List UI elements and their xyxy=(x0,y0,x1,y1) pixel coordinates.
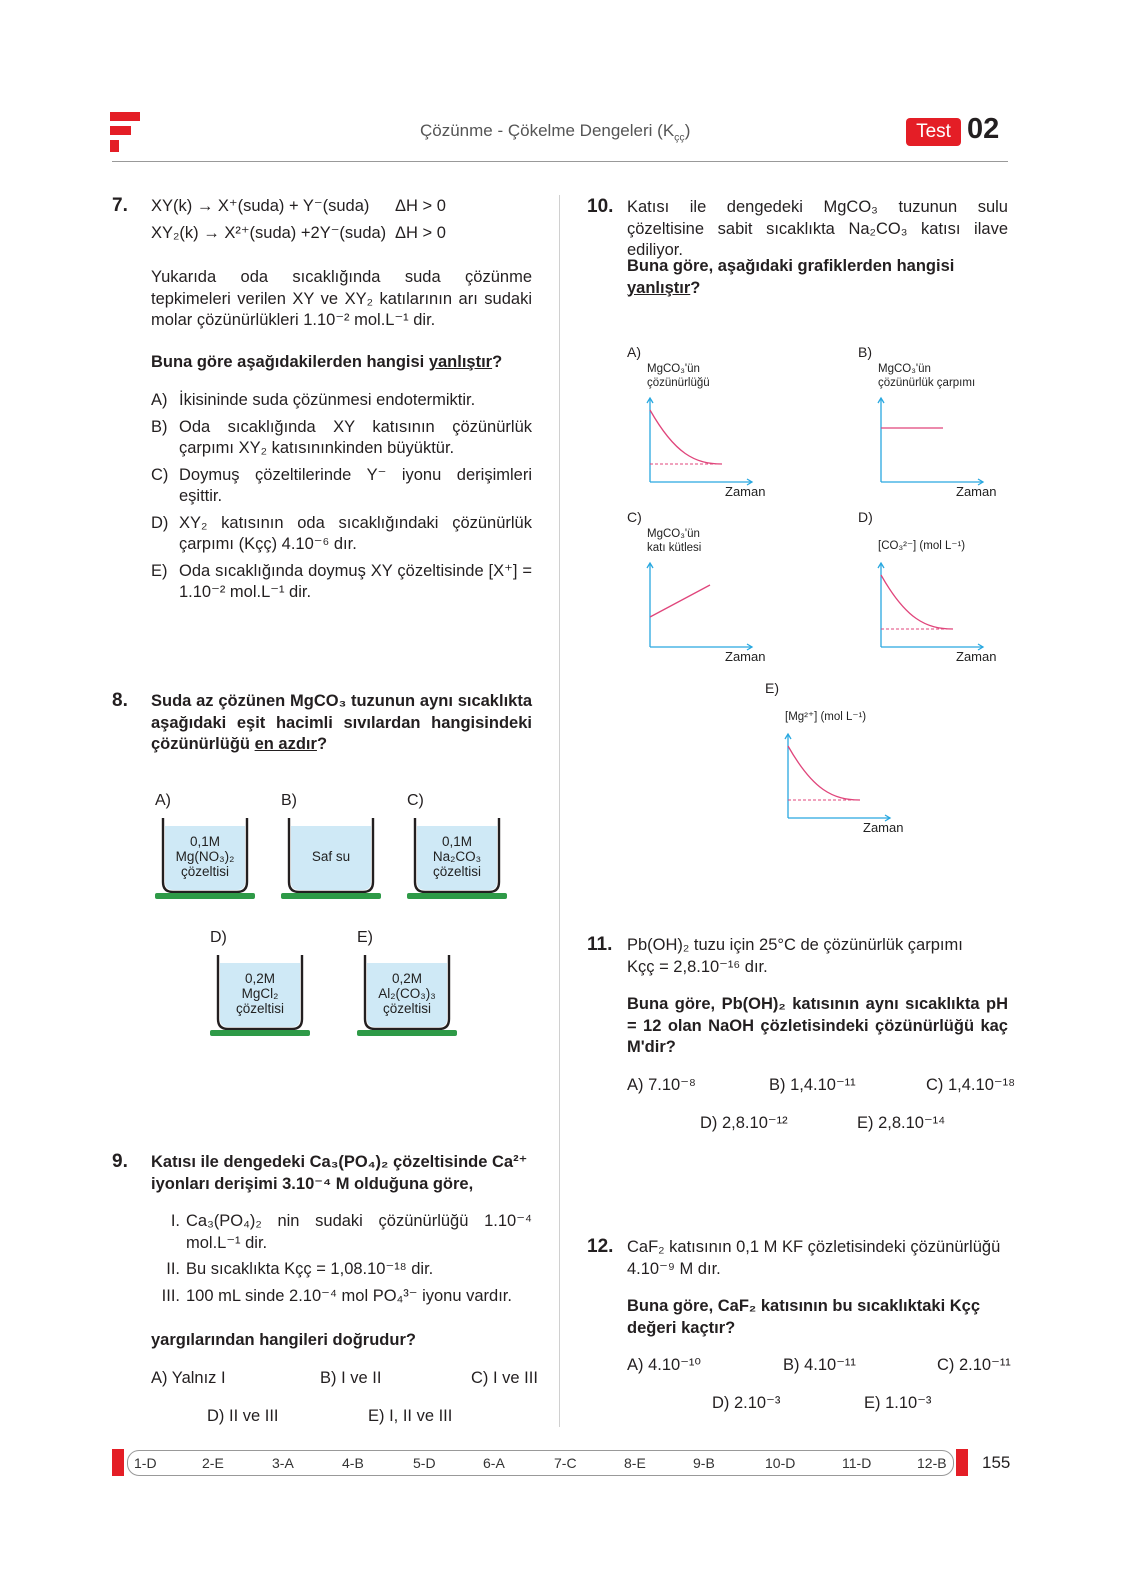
q12-option-c[interactable]: C) 2.10⁻¹¹ xyxy=(937,1356,1011,1374)
beaker-label-line: 0,1M xyxy=(189,834,220,849)
graph-plot xyxy=(873,392,1003,492)
graph-x-axis-label: Zaman xyxy=(725,649,766,664)
answer-key-right-marker xyxy=(956,1449,968,1476)
q11-question: Buna göre, Pb(OH)₂ katısının aynı sıcaklıkta pH = 12 olan NaOH çözletisindeki çözünürlüğü kaç M'dir? xyxy=(627,995,1008,1056)
answer-key-item: 9-B xyxy=(693,1455,715,1471)
q11-option-e[interactable]: E) 2,8.10⁻¹⁴ xyxy=(857,1114,946,1132)
beaker-letter: C) xyxy=(407,792,424,809)
q8-number: 8. xyxy=(112,690,128,711)
q7-eq1-dh: ΔH > 0 xyxy=(395,197,446,215)
q10-graph-option-e[interactable] xyxy=(765,680,915,835)
answer-key-item: 6-A xyxy=(483,1455,505,1471)
q10-graph-option-a[interactable] xyxy=(627,344,777,499)
q7-eq2: XY₂(k) → X²⁺(suda) +2Y⁻(suda) xyxy=(151,224,387,242)
q7-option-b[interactable]: B) Oda sıcaklığında XY katısının çözünürlük çarpımı XY₂ katısınınkinden büyüktür. xyxy=(151,417,532,457)
q7-option-e[interactable]: E) Oda sıcaklığında doymuş XY çözeltisinde [X⁺] = 1.10⁻² mol.L⁻¹ dir. xyxy=(151,561,532,601)
beaker-label-line: çözeltisi xyxy=(235,1001,284,1016)
q7-intro: Yukarıda oda sıcaklığında suda çözünme tepkimeleri verilen XY ve XY₂ katılarının arı sudaki molar çözünürlükleri 1.10⁻² mol.L⁻¹ dir. xyxy=(151,268,532,329)
beaker-label-line: MgCl₂ xyxy=(241,986,279,1001)
graph-x-axis-label: Zaman xyxy=(956,484,997,499)
graph-letter: E) xyxy=(765,680,779,696)
beaker-label xyxy=(220,971,300,1016)
answer-key-item: 3-A xyxy=(272,1455,294,1471)
y-label-line-1: MgCO₃'ün xyxy=(878,363,931,375)
q9-statement-2: II. Bu sıcaklıkta Kçç = 1,08.10⁻¹⁸ dir. xyxy=(166,1260,434,1278)
graph-y-axis-label xyxy=(647,362,710,390)
q10-graph-option-d[interactable] xyxy=(858,509,1008,664)
q12-option-d[interactable]: D) 2.10⁻³ xyxy=(712,1394,781,1412)
q10-intro: Katısı ile dengedeki MgCO₃ tuzunun sulu çözeltisine sabit sıcaklıkta Na₂CO₃ katısı ilave ediliyor. xyxy=(627,198,1008,259)
y-label-line-2: çözünürlüğü xyxy=(647,377,710,389)
beaker-label xyxy=(367,971,447,1016)
beaker-label-line: çözeltisi xyxy=(180,864,229,879)
page-title: Çözünme - Çökelme Dengeleri $(K_{çç})$ xyxy=(420,121,691,144)
answer-key-item: 12-B xyxy=(917,1455,947,1471)
q7-equation-2 xyxy=(151,223,531,245)
y-label-line-1: MgCO₃'ün xyxy=(647,528,700,540)
beaker-letter: E) xyxy=(357,929,373,946)
q9-question: Katısı ile dengedeki Ca₃(PO₄)₂ çözeltisinde Ca²⁺ iyonları derişimi 3.10⁻⁴ M olduğuna göre, xyxy=(151,1153,528,1193)
q10-graph-option-b[interactable] xyxy=(858,344,1008,499)
y-label-line-2: [CO₃²⁻] (mol L⁻¹) xyxy=(878,540,966,552)
q11-option-b[interactable]: B) 1,4.10⁻¹¹ xyxy=(769,1076,856,1094)
answer-key-item: 2-E xyxy=(202,1455,224,1471)
q8-beaker-option-a[interactable] xyxy=(155,792,255,902)
graph-letter: C) xyxy=(627,509,642,525)
q8-beaker-option-e[interactable] xyxy=(357,929,457,1039)
answer-key-item: 5-D xyxy=(413,1455,436,1471)
answer-key-bar xyxy=(127,1450,954,1476)
beaker-letter: B) xyxy=(281,792,297,809)
answer-key-item: 11-D xyxy=(842,1455,872,1471)
q7-eq1: XY(k) → X⁺(suda) + Y⁻(suda) xyxy=(151,197,370,215)
answer-key-left-marker xyxy=(112,1449,124,1476)
q9-statement-3: III. 100 mL sinde 2.10⁻⁴ mol PO₄³⁻ iyonu vardır. xyxy=(161,1286,512,1305)
q11-number: 11. xyxy=(587,934,613,955)
q7-number: 7. xyxy=(112,195,128,216)
beaker-label-line: 0,1M xyxy=(441,834,472,849)
q12-question: Buna göre, CaF₂ katısının bu sıcaklıktaki Kçç değeri kaçtır? xyxy=(627,1297,981,1337)
q8-beaker-option-d[interactable] xyxy=(210,929,310,1039)
answer-key-item: 1-D xyxy=(134,1455,157,1471)
q12-option-a[interactable]: A) 4.10⁻¹⁰ xyxy=(627,1356,702,1374)
beaker-label-line: 0,2M xyxy=(391,971,422,986)
graph-letter: A) xyxy=(627,344,641,360)
beaker-base xyxy=(155,893,255,899)
test-badge xyxy=(906,118,961,146)
graph-x-axis-label: Zaman xyxy=(956,649,997,664)
beaker-base xyxy=(407,893,507,899)
beaker-label-line: Al₂(CO₃)₃ xyxy=(378,986,436,1001)
publisher-logo xyxy=(110,112,142,154)
beaker-label-line: çözeltisi xyxy=(382,1001,431,1016)
beaker-label xyxy=(417,834,497,879)
q7-option-d[interactable]: D) XY₂ katısının oda sıcaklığındaki çözünürlük çarpımı (Kçç) 4.10⁻⁶ dır. xyxy=(151,513,532,553)
q11-option-d[interactable]: D) 2,8.10⁻¹² xyxy=(700,1114,788,1132)
graph-x-axis-label: Zaman xyxy=(863,820,904,835)
answer-key-item: 7-C xyxy=(554,1455,577,1471)
graph-plot xyxy=(780,728,910,828)
q9-option-e[interactable]: E) I, II ve III xyxy=(368,1407,453,1425)
q9-number: 9. xyxy=(112,1151,128,1172)
q11-intro: Pb(OH)₂ tuzu için 25°C de çözünürlük çarpımı Kçç = 2,8.10⁻¹⁶ dır. xyxy=(627,936,963,976)
graph-curve xyxy=(788,746,860,800)
q7-eq2-dh: ΔH > 0 xyxy=(395,224,446,242)
test-number: 02 xyxy=(967,113,1000,145)
beaker-label-line: Mg(NO₃)₂ xyxy=(175,849,235,864)
q10-question: Buna göre, aşağıdaki grafiklerden hangisi yanlıştır? xyxy=(627,257,955,297)
graph-y-axis-label xyxy=(878,362,975,390)
beaker-label-line: 0,2M xyxy=(244,971,275,986)
graph-y-axis-label xyxy=(647,527,701,555)
graph-curve xyxy=(650,585,710,617)
q12-intro: CaF₂ katısının 0,1 M KF çözletisindeki çözünürlüğü 4.10⁻⁹ M dır. xyxy=(627,1238,1001,1278)
beaker-label-line: Saf su xyxy=(311,849,351,864)
q7-question: Buna göre aşağıdakilerden hangisi yanlıştır? xyxy=(151,353,503,371)
graph-y-axis-label xyxy=(878,539,965,553)
y-label-line-2: katı kütlesi xyxy=(647,542,702,554)
q12-number: 12. xyxy=(587,1236,614,1257)
y-label-line-2: çözünürlük çarpımı xyxy=(878,377,976,389)
graph-y-axis-label xyxy=(785,710,866,724)
header-rule xyxy=(112,161,1008,162)
answer-key-item: 8-E xyxy=(624,1455,646,1471)
graph-plot xyxy=(642,392,772,492)
answer-key-item: 4-B xyxy=(342,1455,364,1471)
q9-statements xyxy=(160,1211,532,1312)
q9-option-a[interactable]: A) Yalnız I xyxy=(151,1369,226,1387)
q12-option-b[interactable]: B) 4.10⁻¹¹ xyxy=(783,1356,856,1374)
q9-option-c[interactable]: C) I ve III xyxy=(471,1369,538,1387)
q7-equation-1 xyxy=(151,196,531,218)
graph-plot xyxy=(642,557,772,657)
q8-beaker-option-c[interactable] xyxy=(407,792,507,902)
q7-options xyxy=(151,390,532,609)
graph-x-axis-label: Zaman xyxy=(725,484,766,499)
q9-statement-1: I. Ca₃(PO₄)₂ nin sudaki çözünürlüğü 1.10⁻⁴ mol.L⁻¹ dir. xyxy=(170,1212,532,1252)
graph-letter: D) xyxy=(858,509,873,525)
q11-option-c[interactable]: C) 1,4.10⁻¹⁸ xyxy=(926,1076,1016,1094)
beaker-label-line: Na₂CO₃ xyxy=(432,849,482,864)
q12-option-e[interactable]: E) 1.10⁻³ xyxy=(864,1394,932,1412)
page-number: 155 xyxy=(982,1453,1011,1472)
q7-option-a[interactable]: A) İkisininde suda çözünmesi endotermiktir. xyxy=(151,391,476,409)
q9-option-b[interactable]: B) I ve II xyxy=(320,1369,382,1387)
q7-option-c[interactable]: C) Doymuş çözeltilerinde Y⁻ iyonu derişimleri eşittir. xyxy=(151,465,532,505)
beaker-label-line: çözeltisi xyxy=(432,864,481,879)
beaker-letter: A) xyxy=(155,792,171,809)
graph-letter: B) xyxy=(858,344,872,360)
q9-ask: yargılarından hangileri doğrudur? xyxy=(151,1331,416,1349)
beaker-label xyxy=(291,849,371,864)
graph-plot xyxy=(873,557,1003,657)
answer-key-item: 10-D xyxy=(765,1455,796,1471)
beaker-label xyxy=(165,834,245,879)
y-label-line-1: MgCO₃'ün xyxy=(647,363,700,375)
q8-question: Suda az çözünen MgCO₃ tuzunun aynı sıcaklıkta aşağıdaki eşit hacimli sıvılardan hangisindeki çözünürlüğü en azdır? xyxy=(151,692,532,753)
q11-option-a[interactable]: A) 7.10⁻⁸ xyxy=(627,1076,696,1094)
test-label: Test xyxy=(916,121,951,142)
q10-number: 10. xyxy=(587,196,614,217)
column-divider xyxy=(559,195,560,1427)
y-label-line-2: [Mg²⁺] (mol L⁻¹) xyxy=(785,711,867,723)
beaker-base xyxy=(357,1030,457,1036)
graph-curve xyxy=(881,575,953,629)
graph-curve xyxy=(650,410,722,464)
beaker-base xyxy=(210,1030,310,1036)
q10-graph-option-c[interactable] xyxy=(627,509,777,664)
beaker-base xyxy=(281,893,381,899)
q9-option-d[interactable]: D) II ve III xyxy=(207,1407,279,1425)
q8-beaker-option-b[interactable] xyxy=(281,792,381,902)
beaker-letter: D) xyxy=(210,929,227,946)
